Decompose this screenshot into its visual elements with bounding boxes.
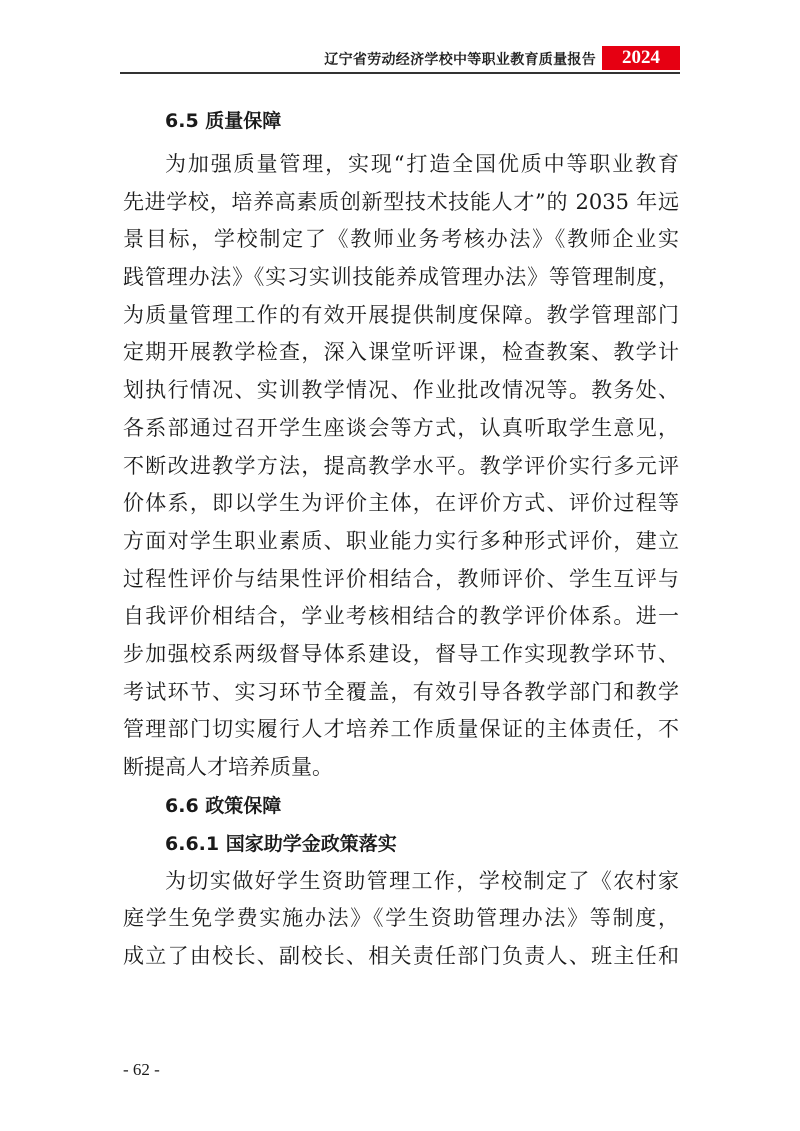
text-line: 为质量管理工作的有效开展提供制度保障。教学管理部门 (123, 302, 679, 327)
text-line: 定期开展教学检查，深入课堂听评课，检查教案、教学计 (123, 340, 679, 365)
text-line: 自我评价相结合，学业考核相结合的教学评价体系。进一 (123, 604, 679, 629)
text-line: 步加强校系两级督导体系建设，督导工作实现教学环节、 (123, 641, 679, 666)
text-line: 践管理办法》《实习实训技能养成管理办法》等管理制度， (123, 265, 679, 290)
text-line: 管理部门切实履行人才培养工作质量保证的主体责任，不 (123, 717, 679, 742)
text-line: 庭学生免学费实施办法》《学生资助管理办法》等制度， (123, 906, 679, 931)
paragraph-quality-assurance (123, 146, 679, 787)
section-heading-6-6: 6.6 政策保障 (165, 794, 282, 817)
text-line: 划执行情况、实训教学情况、作业批改情况等。教务处、 (123, 378, 679, 403)
text-line: 景目标，学校制定了《教师业务考核办法》《教师企业实 (123, 227, 679, 252)
section-heading-6-6-1: 6.6.1 国家助学金政策落实 (165, 832, 397, 855)
text-line: 先进学校，培养高素质创新型技术技能人才”的 2035 年远 (123, 189, 679, 214)
page-number: - 62 - (123, 1060, 160, 1079)
text-line: 不断改进教学方法，提高教学水平。教学评价实行多元评 (123, 453, 679, 478)
text-line: 方面对学生职业素质、职业能力实行多种形式评价，建立 (123, 528, 679, 553)
year-badge: 2024 (602, 46, 680, 70)
text-line: 各系部通过召开学生座谈会等方式，认真听取学生意见， (123, 415, 679, 440)
section-heading-6-5: 6.5 质量保障 (165, 110, 282, 132)
text-line: 断提高人才培养质量。 (123, 755, 333, 779)
text-line: 过程性评价与结果性评价相结合，教师评价、学生互评与 (123, 566, 679, 591)
paragraph-student-aid (123, 863, 679, 976)
page-header (120, 44, 680, 74)
text-line: 为切实做好学生资助管理工作，学校制定了《农村家 (165, 868, 679, 893)
text-line: 价体系，即以学生为评价主体，在评价方式、评价过程等 (123, 491, 679, 516)
text-line: 考试环节、实习环节全覆盖，有效引导各教学部门和教学 (123, 679, 679, 704)
text-line: 成立了由校长、副校长、相关责任部门负责人、班主任和 (123, 944, 679, 969)
document-body (123, 96, 679, 976)
text-line: 为加强质量管理，实现“打造全国优质中等职业教育 (165, 152, 679, 176)
report-title: 辽宁省劳动经济学校中等职业教育质量报告 (324, 52, 596, 68)
